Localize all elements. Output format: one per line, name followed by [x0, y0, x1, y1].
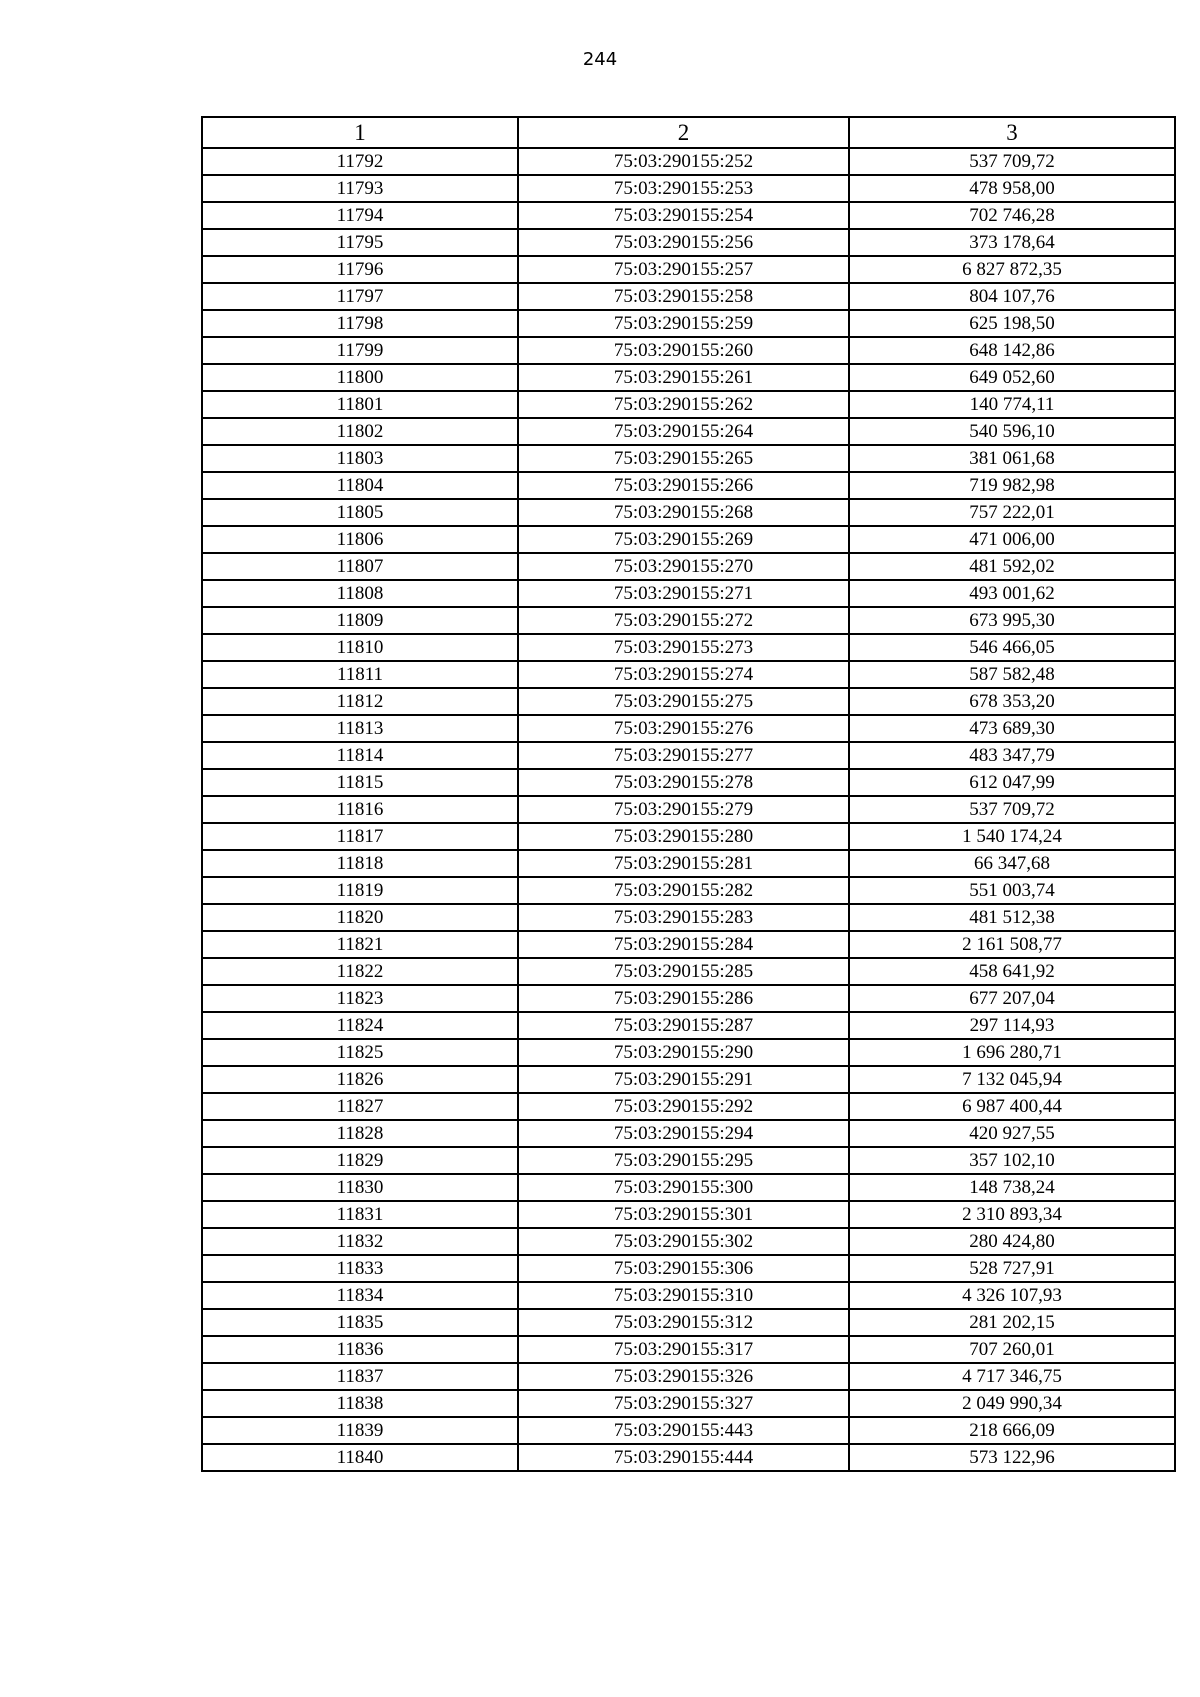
- row-number-cell: 11840: [202, 1444, 518, 1471]
- value-cell: 140 774,11: [849, 391, 1175, 418]
- row-number-cell: 11835: [202, 1309, 518, 1336]
- row-number-cell: 11802: [202, 418, 518, 445]
- table-row: [202, 1120, 1175, 1147]
- table-row: [202, 526, 1175, 553]
- table-row: [202, 661, 1175, 688]
- value-cell: 483 347,79: [849, 742, 1175, 769]
- value-cell: 2 049 990,34: [849, 1390, 1175, 1417]
- value-cell: 540 596,10: [849, 418, 1175, 445]
- row-number-cell: 11804: [202, 472, 518, 499]
- value-cell: 719 982,98: [849, 472, 1175, 499]
- value-cell: 6 987 400,44: [849, 1093, 1175, 1120]
- row-number-cell: 11801: [202, 391, 518, 418]
- cadastral-number-cell: 75:03:290155:281: [518, 850, 849, 877]
- value-cell: 804 107,76: [849, 283, 1175, 310]
- cadastral-number-cell: 75:03:290155:283: [518, 904, 849, 931]
- table-row: [202, 796, 1175, 823]
- value-cell: 148 738,24: [849, 1174, 1175, 1201]
- table-row: [202, 202, 1175, 229]
- row-number-cell: 11814: [202, 742, 518, 769]
- value-cell: 493 001,62: [849, 580, 1175, 607]
- value-cell: 757 222,01: [849, 499, 1175, 526]
- table-row: [202, 1255, 1175, 1282]
- table-header: [202, 117, 1175, 148]
- value-cell: 420 927,55: [849, 1120, 1175, 1147]
- value-cell: 528 727,91: [849, 1255, 1175, 1282]
- page-number: 244: [582, 49, 618, 70]
- cadastral-number-cell: 75:03:290155:282: [518, 877, 849, 904]
- row-number-cell: 11796: [202, 256, 518, 283]
- table-row: [202, 931, 1175, 958]
- value-cell: 2 161 508,77: [849, 931, 1175, 958]
- row-number-cell: 11810: [202, 634, 518, 661]
- row-number-cell: 11794: [202, 202, 518, 229]
- cadastral-number-cell: 75:03:290155:295: [518, 1147, 849, 1174]
- data-table: [201, 116, 1176, 1472]
- row-number-cell: 11800: [202, 364, 518, 391]
- cadastral-number-cell: 75:03:290155:306: [518, 1255, 849, 1282]
- cadastral-number-cell: 75:03:290155:272: [518, 607, 849, 634]
- value-cell: 537 709,72: [849, 796, 1175, 823]
- table-row: [202, 985, 1175, 1012]
- row-number-cell: 11818: [202, 850, 518, 877]
- cadastral-number-cell: 75:03:290155:261: [518, 364, 849, 391]
- row-number-cell: 11793: [202, 175, 518, 202]
- cadastral-number-cell: 75:03:290155:287: [518, 1012, 849, 1039]
- table-row: [202, 1336, 1175, 1363]
- table-body: [202, 148, 1175, 1471]
- value-cell: 537 709,72: [849, 148, 1175, 175]
- cadastral-number-cell: 75:03:290155:258: [518, 283, 849, 310]
- row-number-cell: 11811: [202, 661, 518, 688]
- row-number-cell: 11809: [202, 607, 518, 634]
- cadastral-number-cell: 75:03:290155:264: [518, 418, 849, 445]
- row-number-cell: 11834: [202, 1282, 518, 1309]
- value-cell: 381 061,68: [849, 445, 1175, 472]
- table-row: [202, 1147, 1175, 1174]
- table-row: [202, 1282, 1175, 1309]
- table-row: [202, 553, 1175, 580]
- row-number-cell: 11829: [202, 1147, 518, 1174]
- row-number-cell: 11837: [202, 1363, 518, 1390]
- cadastral-number-cell: 75:03:290155:253: [518, 175, 849, 202]
- cadastral-number-cell: 75:03:290155:254: [518, 202, 849, 229]
- table-row: [202, 1174, 1175, 1201]
- table-row: [202, 148, 1175, 175]
- table-row: [202, 1444, 1175, 1471]
- table-row: [202, 391, 1175, 418]
- value-cell: 357 102,10: [849, 1147, 1175, 1174]
- value-cell: 373 178,64: [849, 229, 1175, 256]
- table-row: [202, 904, 1175, 931]
- cadastral-number-cell: 75:03:290155:327: [518, 1390, 849, 1417]
- row-number-cell: 11795: [202, 229, 518, 256]
- table-row: [202, 499, 1175, 526]
- value-cell: 612 047,99: [849, 769, 1175, 796]
- value-cell: 478 958,00: [849, 175, 1175, 202]
- cadastral-number-cell: 75:03:290155:312: [518, 1309, 849, 1336]
- row-number-cell: 11812: [202, 688, 518, 715]
- cadastral-number-cell: 75:03:290155:273: [518, 634, 849, 661]
- table-row: [202, 418, 1175, 445]
- cadastral-number-cell: 75:03:290155:260: [518, 337, 849, 364]
- table-row: [202, 634, 1175, 661]
- cadastral-number-cell: 75:03:290155:276: [518, 715, 849, 742]
- value-cell: 481 512,38: [849, 904, 1175, 931]
- cadastral-number-cell: 75:03:290155:443: [518, 1417, 849, 1444]
- table-row: [202, 1201, 1175, 1228]
- row-number-cell: 11831: [202, 1201, 518, 1228]
- cadastral-number-cell: 75:03:290155:262: [518, 391, 849, 418]
- table-row: [202, 229, 1175, 256]
- value-cell: 546 466,05: [849, 634, 1175, 661]
- cadastral-number-cell: 75:03:290155:257: [518, 256, 849, 283]
- value-cell: 1 696 280,71: [849, 1039, 1175, 1066]
- cadastral-number-cell: 75:03:290155:301: [518, 1201, 849, 1228]
- table-row: [202, 607, 1175, 634]
- row-number-cell: 11792: [202, 148, 518, 175]
- cadastral-number-cell: 75:03:290155:268: [518, 499, 849, 526]
- cadastral-number-cell: 75:03:290155:265: [518, 445, 849, 472]
- cadastral-number-cell: 75:03:290155:256: [518, 229, 849, 256]
- cadastral-number-cell: 75:03:290155:317: [518, 1336, 849, 1363]
- cadastral-number-cell: 75:03:290155:286: [518, 985, 849, 1012]
- row-number-cell: 11828: [202, 1120, 518, 1147]
- cadastral-number-cell: 75:03:290155:290: [518, 1039, 849, 1066]
- row-number-cell: 11807: [202, 553, 518, 580]
- column-header-2: 2: [518, 117, 849, 148]
- cadastral-number-cell: 75:03:290155:275: [518, 688, 849, 715]
- cadastral-number-cell: 75:03:290155:277: [518, 742, 849, 769]
- row-number-cell: 11823: [202, 985, 518, 1012]
- row-number-cell: 11799: [202, 337, 518, 364]
- value-cell: 649 052,60: [849, 364, 1175, 391]
- table-row: [202, 769, 1175, 796]
- row-number-cell: 11816: [202, 796, 518, 823]
- value-cell: 2 310 893,34: [849, 1201, 1175, 1228]
- cadastral-number-cell: 75:03:290155:294: [518, 1120, 849, 1147]
- value-cell: 7 132 045,94: [849, 1066, 1175, 1093]
- value-cell: 678 353,20: [849, 688, 1175, 715]
- value-cell: 648 142,86: [849, 337, 1175, 364]
- table-row: [202, 1390, 1175, 1417]
- value-cell: 4 326 107,93: [849, 1282, 1175, 1309]
- value-cell: 281 202,15: [849, 1309, 1175, 1336]
- table-row: [202, 364, 1175, 391]
- value-cell: 280 424,80: [849, 1228, 1175, 1255]
- row-number-cell: 11830: [202, 1174, 518, 1201]
- table-row: [202, 283, 1175, 310]
- cadastral-number-cell: 75:03:290155:270: [518, 553, 849, 580]
- table-row: [202, 823, 1175, 850]
- cadastral-number-cell: 75:03:290155:252: [518, 148, 849, 175]
- cadastral-number-cell: 75:03:290155:300: [518, 1174, 849, 1201]
- row-number-cell: 11808: [202, 580, 518, 607]
- value-cell: 473 689,30: [849, 715, 1175, 742]
- table-row: [202, 1417, 1175, 1444]
- cadastral-number-cell: 75:03:290155:310: [518, 1282, 849, 1309]
- row-number-cell: 11798: [202, 310, 518, 337]
- table-row: [202, 688, 1175, 715]
- row-number-cell: 11838: [202, 1390, 518, 1417]
- table-row: [202, 337, 1175, 364]
- value-cell: 297 114,93: [849, 1012, 1175, 1039]
- table-row: [202, 175, 1175, 202]
- cadastral-number-cell: 75:03:290155:284: [518, 931, 849, 958]
- row-number-cell: 11826: [202, 1066, 518, 1093]
- row-number-cell: 11832: [202, 1228, 518, 1255]
- cadastral-number-cell: 75:03:290155:302: [518, 1228, 849, 1255]
- row-number-cell: 11797: [202, 283, 518, 310]
- table-row: [202, 1039, 1175, 1066]
- value-cell: 573 122,96: [849, 1444, 1175, 1471]
- table-row: [202, 850, 1175, 877]
- value-cell: 471 006,00: [849, 526, 1175, 553]
- cadastral-number-cell: 75:03:290155:292: [518, 1093, 849, 1120]
- row-number-cell: 11827: [202, 1093, 518, 1120]
- cadastral-number-cell: 75:03:290155:326: [518, 1363, 849, 1390]
- cadastral-number-cell: 75:03:290155:274: [518, 661, 849, 688]
- row-number-cell: 11803: [202, 445, 518, 472]
- cadastral-number-cell: 75:03:290155:271: [518, 580, 849, 607]
- value-cell: 458 641,92: [849, 958, 1175, 985]
- column-header-3: 3: [849, 117, 1175, 148]
- table-row: [202, 1363, 1175, 1390]
- row-number-cell: 11822: [202, 958, 518, 985]
- table-row: [202, 1309, 1175, 1336]
- value-cell: 707 260,01: [849, 1336, 1175, 1363]
- cadastral-number-cell: 75:03:290155:285: [518, 958, 849, 985]
- table-row: [202, 742, 1175, 769]
- table-row: [202, 1228, 1175, 1255]
- table-row: [202, 958, 1175, 985]
- cadastral-number-cell: 75:03:290155:269: [518, 526, 849, 553]
- value-cell: 702 746,28: [849, 202, 1175, 229]
- table-row: [202, 715, 1175, 742]
- value-cell: 551 003,74: [849, 877, 1175, 904]
- value-cell: 218 666,09: [849, 1417, 1175, 1444]
- column-header-1: 1: [202, 117, 518, 148]
- row-number-cell: 11833: [202, 1255, 518, 1282]
- row-number-cell: 11824: [202, 1012, 518, 1039]
- row-number-cell: 11839: [202, 1417, 518, 1444]
- table-row: [202, 445, 1175, 472]
- value-cell: 1 540 174,24: [849, 823, 1175, 850]
- value-cell: 625 198,50: [849, 310, 1175, 337]
- table-row: [202, 580, 1175, 607]
- value-cell: 481 592,02: [849, 553, 1175, 580]
- value-cell: 587 582,48: [849, 661, 1175, 688]
- row-number-cell: 11806: [202, 526, 518, 553]
- value-cell: 6 827 872,35: [849, 256, 1175, 283]
- cadastral-number-cell: 75:03:290155:259: [518, 310, 849, 337]
- cadastral-number-cell: 75:03:290155:444: [518, 1444, 849, 1471]
- table-row: [202, 1093, 1175, 1120]
- row-number-cell: 11820: [202, 904, 518, 931]
- table-row: [202, 310, 1175, 337]
- row-number-cell: 11825: [202, 1039, 518, 1066]
- row-number-cell: 11815: [202, 769, 518, 796]
- row-number-cell: 11819: [202, 877, 518, 904]
- row-number-cell: 11836: [202, 1336, 518, 1363]
- row-number-cell: 11813: [202, 715, 518, 742]
- header-row: [202, 117, 1175, 148]
- table-row: [202, 1066, 1175, 1093]
- value-cell: 66 347,68: [849, 850, 1175, 877]
- table-row: [202, 1012, 1175, 1039]
- cadastral-number-cell: 75:03:290155:279: [518, 796, 849, 823]
- row-number-cell: 11817: [202, 823, 518, 850]
- cadastral-number-cell: 75:03:290155:278: [518, 769, 849, 796]
- value-cell: 673 995,30: [849, 607, 1175, 634]
- cadastral-number-cell: 75:03:290155:266: [518, 472, 849, 499]
- cadastral-number-cell: 75:03:290155:280: [518, 823, 849, 850]
- row-number-cell: 11805: [202, 499, 518, 526]
- row-number-cell: 11821: [202, 931, 518, 958]
- table-row: [202, 877, 1175, 904]
- value-cell: 4 717 346,75: [849, 1363, 1175, 1390]
- cadastral-number-cell: 75:03:290155:291: [518, 1066, 849, 1093]
- table-row: [202, 256, 1175, 283]
- value-cell: 677 207,04: [849, 985, 1175, 1012]
- table-row: [202, 472, 1175, 499]
